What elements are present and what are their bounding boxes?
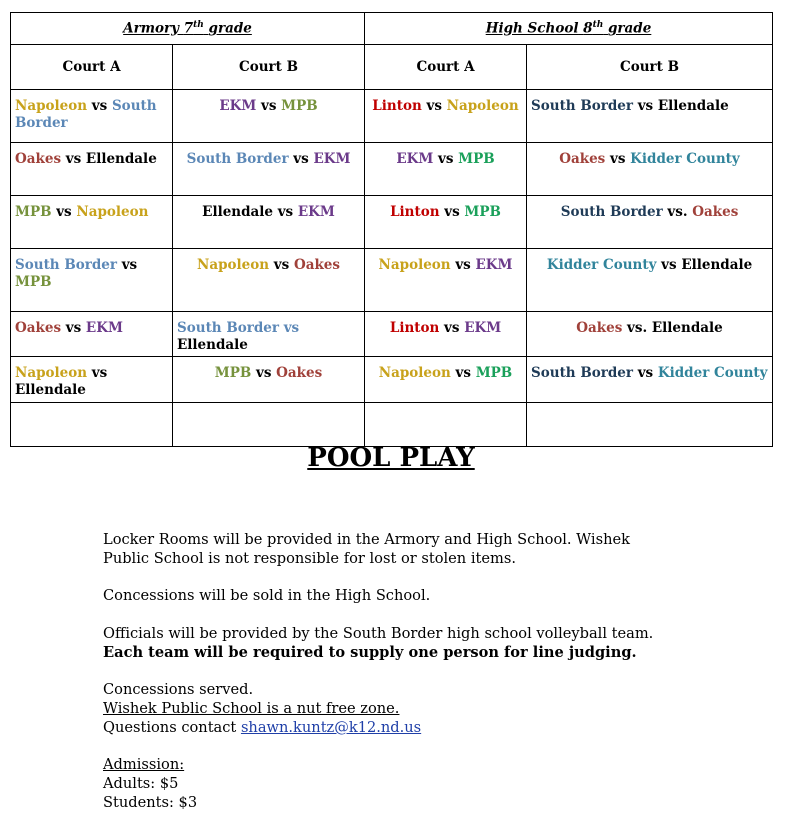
vs-label: vs. xyxy=(622,320,652,336)
court-header: Court A xyxy=(365,45,527,90)
team-name: South Border xyxy=(186,151,289,167)
match-cell xyxy=(527,357,773,403)
match-row xyxy=(11,196,773,249)
vs-label: vs xyxy=(51,204,77,220)
team-name: EKM xyxy=(85,320,123,336)
empty-row xyxy=(11,403,773,447)
team-name: MPB xyxy=(214,365,252,381)
team-name: South Border xyxy=(560,204,663,220)
team-name: Napoleon xyxy=(15,365,88,381)
match-cell xyxy=(173,196,365,249)
info-misc xyxy=(103,680,663,737)
vs-label: vs xyxy=(421,98,447,114)
team-name: EKM xyxy=(313,151,351,167)
team-name: Oakes xyxy=(276,365,323,381)
team-name: South Border xyxy=(15,98,162,131)
match-cell xyxy=(11,90,173,143)
match-cell xyxy=(527,196,773,249)
vs-label: vs xyxy=(61,320,86,336)
vs-label: vs xyxy=(61,151,86,167)
match-row xyxy=(11,143,773,196)
team-name: Linton xyxy=(389,320,440,336)
match-cell xyxy=(527,249,773,312)
team-name: MPB xyxy=(458,151,495,167)
email-link[interactable]: shawn.kuntz@k12.nd.us xyxy=(240,719,422,736)
match-row xyxy=(11,90,773,143)
team-name: Oakes xyxy=(15,151,62,167)
match-cell xyxy=(527,312,773,357)
vs-label: vs xyxy=(433,151,459,167)
match-cell xyxy=(365,249,527,312)
match-cell xyxy=(11,196,173,249)
vs-label: vs xyxy=(633,365,658,381)
vs-label: vs xyxy=(256,98,282,114)
admission-adults: Adults: $5 xyxy=(103,775,179,792)
team-name: Napoleon xyxy=(378,365,451,381)
match-cell xyxy=(11,357,173,403)
team-name: Ellendale xyxy=(85,151,157,167)
vs-label: vs xyxy=(117,257,142,273)
team-name: Kidder County xyxy=(630,151,740,167)
match-row xyxy=(11,249,773,312)
team-name: South Border xyxy=(531,98,633,114)
match-cell xyxy=(11,249,173,312)
court-header: Court B xyxy=(173,45,365,90)
schedule-table xyxy=(10,12,773,447)
team-name: Oakes xyxy=(692,204,739,220)
vs-label: vs xyxy=(450,365,476,381)
vs-label: vs xyxy=(273,204,298,220)
vs-label: vs. xyxy=(662,204,693,220)
team-name: Napoleon xyxy=(446,98,519,114)
team-name: Ellendale xyxy=(651,320,723,336)
team-name: MPB xyxy=(475,365,513,381)
team-name: Napoleon xyxy=(197,257,270,273)
admission-students: Students: $3 xyxy=(103,794,198,811)
match-cell xyxy=(173,90,365,143)
venue-header-row xyxy=(11,13,773,45)
match-cell xyxy=(527,143,773,196)
nut-free-notice: Wishek Public School is a nut free zone. xyxy=(103,700,400,717)
team-name: MPB xyxy=(464,204,501,220)
match-cell xyxy=(365,90,527,143)
team-name: Ellendale xyxy=(177,320,304,353)
team-name: Napoleon xyxy=(15,98,88,114)
match-cell xyxy=(365,143,527,196)
vs-label: vs xyxy=(439,320,465,336)
concessions-served: Concessions served. xyxy=(103,681,254,698)
match-cell xyxy=(365,312,527,357)
match-cell xyxy=(11,143,173,196)
team-name: MPB xyxy=(281,98,318,114)
vs-label: vs xyxy=(87,98,112,114)
team-name: Ellendale xyxy=(681,257,753,273)
empty-cell xyxy=(11,403,173,447)
team-name: Napoleon xyxy=(378,257,451,273)
venue-high-school: High School 8th grade xyxy=(365,13,773,45)
vs-label: vs xyxy=(439,204,465,220)
team-name: South Border vs xyxy=(177,320,300,336)
match-cell xyxy=(173,312,365,357)
info-lockers: Locker Rooms will be provided in the Armory and High School. Wishek Public School is not responsible for lost or stolen items. xyxy=(103,531,630,567)
team-name: Ellendale xyxy=(657,98,729,114)
team-name: Oakes xyxy=(15,320,62,336)
vs-label: vs xyxy=(450,257,476,273)
team-name: EKM xyxy=(396,151,434,167)
team-name: MPB xyxy=(15,274,52,290)
page-title: POOL PLAY xyxy=(307,443,475,473)
venue-armory: Armory 7th grade xyxy=(11,13,365,45)
team-name: Kidder County xyxy=(546,257,657,273)
vs-label: vs xyxy=(251,365,277,381)
match-cell xyxy=(365,196,527,249)
court-header-row xyxy=(11,45,773,90)
team-name: Ellendale xyxy=(15,382,86,398)
empty-cell xyxy=(527,403,773,447)
info-concessions-sold: Concessions will be sold in the High School. xyxy=(103,587,431,604)
team-name: EKM xyxy=(219,98,257,114)
team-name: EKM xyxy=(464,320,502,336)
team-name: South Border xyxy=(15,257,117,273)
match-cell xyxy=(365,357,527,403)
match-cell xyxy=(173,357,365,403)
vs-label: vs xyxy=(87,365,112,381)
vs-label: vs xyxy=(656,257,682,273)
vs-label: vs xyxy=(633,98,658,114)
vs-label: vs xyxy=(288,151,314,167)
questions-contact: Questions contact shawn.kuntz@k12.nd.us xyxy=(103,719,422,736)
team-name: Oakes xyxy=(559,151,606,167)
info-officials: Officials will be provided by the South Border high school volleyball team. Each team will be required to supply one person for line judging. xyxy=(103,625,654,661)
team-name: South Border xyxy=(531,365,633,381)
empty-cell xyxy=(365,403,527,447)
vs-label: vs xyxy=(605,151,631,167)
match-row xyxy=(11,312,773,357)
empty-cell xyxy=(173,403,365,447)
team-name: Kidder County xyxy=(657,365,768,381)
court-header: Court B xyxy=(527,45,773,90)
team-name: EKM xyxy=(475,257,513,273)
match-cell xyxy=(527,90,773,143)
team-name: MPB xyxy=(15,204,52,220)
match-cell xyxy=(11,312,173,357)
team-name: EKM xyxy=(297,204,335,220)
team-name: Linton xyxy=(372,98,422,114)
team-name: Oakes xyxy=(293,257,340,273)
match-cell xyxy=(173,249,365,312)
vs-label: vs xyxy=(269,257,294,273)
team-name: Oakes xyxy=(576,320,623,336)
team-name: Ellendale xyxy=(202,204,274,220)
match-row xyxy=(11,357,773,403)
team-name: Linton xyxy=(390,204,440,220)
court-header: Court A xyxy=(11,45,173,90)
team-name: Napoleon xyxy=(76,204,149,220)
info-admission xyxy=(103,755,663,812)
match-cell xyxy=(173,143,365,196)
admission-label: Admission: xyxy=(103,756,185,773)
